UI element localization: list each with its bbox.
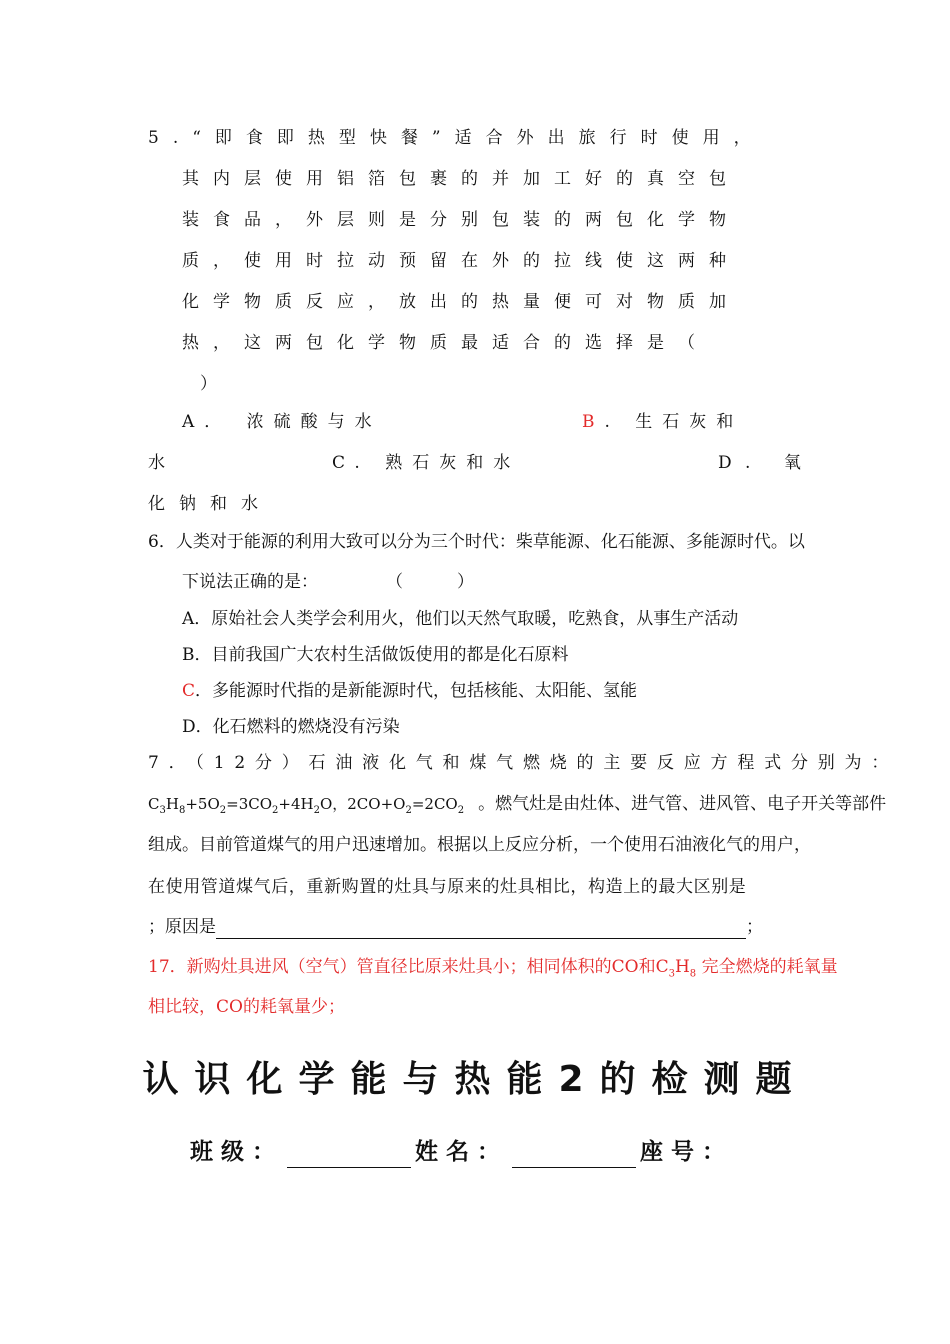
q7-stem-1: 7．（12分）石油液化气和煤气燃烧的主要反应方程式分别为：	[148, 753, 899, 773]
q7-line-5	[148, 915, 763, 939]
q5-line-2: 其内层使用铝箔包裹的并加工好的真空包	[182, 169, 740, 189]
q7-answer-line-2: 相比较，CO的耗氧量少；	[148, 997, 345, 1017]
q6-stem-2-text: 下说法正确的是：	[182, 572, 318, 592]
q7-line-4: 在使用管道煤气后，重新购置的灶具与原来的灶具相比，构造上的最大区别是	[148, 877, 747, 897]
q6-option-c-text: ．多能源时代指的是新能源时代，包括核能、太阳能、氢能	[195, 681, 638, 701]
q7-reason-blank[interactable]	[216, 920, 746, 939]
q5-line-7: ）	[200, 374, 217, 394]
q5-option-b-text: . 生石灰和	[604, 412, 744, 432]
q5-option-a: A． 浓硫酸与水	[182, 412, 382, 432]
q6-stem-2	[182, 570, 474, 594]
class-label: 班级：	[190, 1139, 283, 1165]
q5-option-d: D. 氧	[718, 453, 815, 473]
q5-option-c: C. 熟石灰和水	[332, 453, 521, 473]
student-info-line	[190, 1136, 733, 1168]
q6-answer-paren: （ ）	[386, 572, 475, 592]
q5-option-d-cont: 化钠和水	[148, 494, 272, 514]
name-label: 姓名：	[415, 1139, 508, 1165]
q5-line-3: 装食品，外层则是分别包装的两包化学物	[182, 210, 740, 230]
q5-line-5: 化学物质反应，放出的热量便可对物质加	[182, 292, 740, 312]
seat-label: 座号：	[640, 1139, 733, 1165]
q6-stem-1: 6．人类对于能源的利用大致可以分为三个时代：柴草能源、化石能源、多能源时代。以	[148, 532, 805, 552]
q7-line-3: 组成。目前管道煤气的用户迅速增加。根据以上反应分析，一个使用石油液化气的用户，	[148, 835, 811, 855]
q5-line-1: 5.“即食即热型快餐”适合外出旅行时使用，	[148, 128, 765, 148]
q6-option-d: D．化石燃料的燃烧没有污染	[182, 717, 400, 737]
q6-option-a: A．原始社会人类学会利用火，他们以天然气取暖，吃熟食，从事生产活动	[182, 609, 739, 629]
q6-option-c-letter: C	[182, 681, 196, 701]
q7-equation-tail: 。燃气灶是由灶体、进气管、进风管、电子开关等部件	[478, 794, 887, 814]
class-blank[interactable]	[287, 1143, 411, 1168]
q7-line-5-end: ；	[746, 917, 763, 937]
q7-equation-line: $C_3H_8+5O_2=3CO_2+4H_2O$，$2CO+O_2=2CO_2$ 。燃气灶是由灶体、进气管、进风管、电子开关等部件	[148, 794, 887, 816]
q5-option-b-letter: B	[582, 412, 605, 432]
q5-option-b	[582, 410, 743, 434]
name-blank[interactable]	[512, 1143, 636, 1168]
q5-option-b-cont: 水	[148, 453, 165, 473]
q6-option-c	[182, 679, 637, 703]
document-title: 认识化学能与热能2的检测题	[142, 1059, 808, 1100]
q5-line-6: 热，这两包化学物质最适合的选择是（	[182, 333, 709, 353]
q7-answer-line-1: 17．新购灶具进风（空气）管直径比原来灶具小；相同体积的CO和$C_3H_8$ 完全燃烧的耗氧量	[148, 957, 838, 980]
q6-option-b: B．目前我国广大农村生活做饭使用的都是化石原料	[182, 645, 569, 665]
q7-reason-label: ；原因是	[148, 917, 216, 937]
q5-line-4: 质，使用时拉动预留在外的拉线使这两种	[182, 251, 740, 271]
